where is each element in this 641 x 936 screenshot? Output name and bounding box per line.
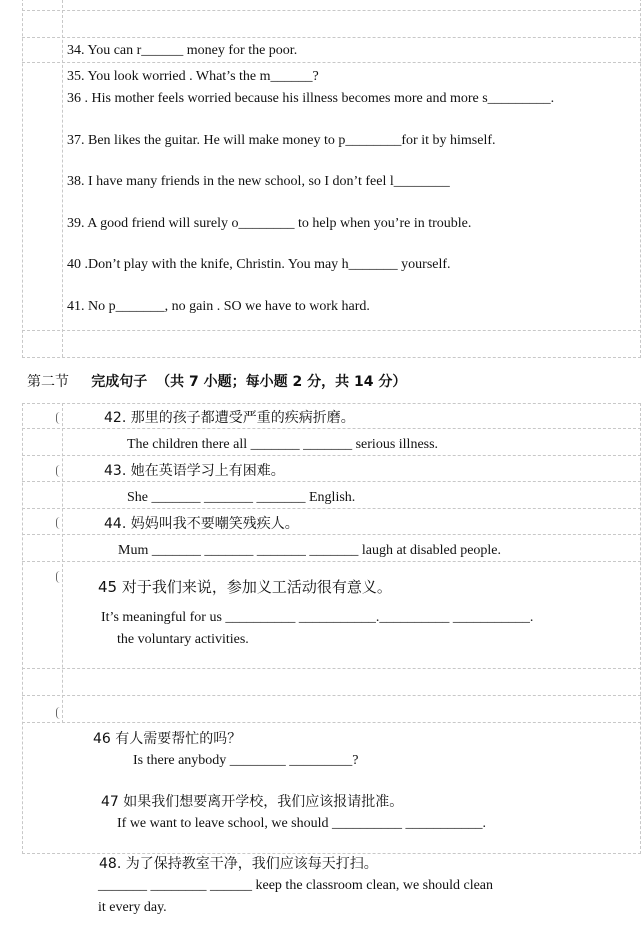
question-46-english: Is there anybody ________ _________? [133,753,359,768]
question-46-chinese: 46 有人需要帮忙的吗？ [93,731,242,747]
question-44-chinese: 44. 妈妈叫我不要嘲笑残疾人。 [104,516,299,532]
question-47-chinese: 47 如果我们想要离开学校，我们应该报请批准。 [101,794,404,810]
question-44-english: Mum _______ _______ _______ _______ laugh at disabled people. [118,543,502,558]
question-35: 35. You look worried . What’s the m______? [67,69,319,84]
row-rule [22,534,641,535]
bracket-mark [56,571,62,583]
question-48-chinese: 48. 为了保持教室干净，我们应该每天打扫。 [99,856,378,872]
row-rule [22,668,641,669]
question-39: 39. A good friend will surely o________ to help when you’re in trouble. [67,216,472,231]
section-heading [27,371,406,391]
section-label: 第二节 [27,374,69,390]
question-37: 37. Ben likes the guitar. He will make money to p________for it by himself. [67,133,496,148]
question-45-chinese: 45 对于我们来说，参加义工活动很有意义。 [98,578,392,596]
row-rule [22,561,641,562]
question-45-english-line2: the voluntary activities. [117,632,249,647]
question-43-english: She _______ _______ _______ English. [127,490,356,505]
row-rule [22,10,641,11]
row-rule [22,722,641,723]
question-40: 40 .Don’t play with the knife, Christin. You may h_______ yourself. [67,257,451,272]
bracket-mark [56,412,62,424]
row-rule [22,37,641,38]
bottom-table-divider [62,403,63,723]
question-43-chinese: 43. 她在英语学习上有困难。 [104,463,285,479]
row-rule [22,62,641,63]
question-38: 38. I have many friends in the new school, so I don’t feel l________ [67,174,450,189]
top-table-divider [62,0,63,357]
row-rule [22,330,641,331]
row-rule [22,428,641,429]
question-47-english: If we want to leave school, we should __________ ___________. [117,816,486,831]
bracket-mark [56,707,62,719]
row-rule [22,481,641,482]
row-rule [22,695,641,696]
question-36: 36 . His mother feels worried because his illness becomes more and more s_________. [67,91,555,106]
bracket-mark [56,465,62,477]
question-45-english-line1: It’s meaningful for us __________ ___________.__________ ___________. [101,610,534,625]
section-title: 完成句子 [91,374,148,390]
question-48-english-line2: it every day. [98,900,167,915]
row-rule [22,508,641,509]
bracket-mark [56,517,62,529]
question-42-english: The children there all _______ _______ serious illness. [127,437,439,452]
question-34: 34. You can r______ money for the poor. [67,43,298,58]
question-42-chinese: 42. 那里的孩子都遭受严重的疾病折磨。 [104,410,355,426]
question-41: 41. No p_______, no gain . SO we have to work hard. [67,299,370,314]
section-note: （共 7 小题；每小题 2 分，共 14 分） [156,374,407,390]
question-48-english-line1: _______ ________ ______ keep the classroom clean, we should clean [98,878,494,893]
row-rule [22,455,641,456]
